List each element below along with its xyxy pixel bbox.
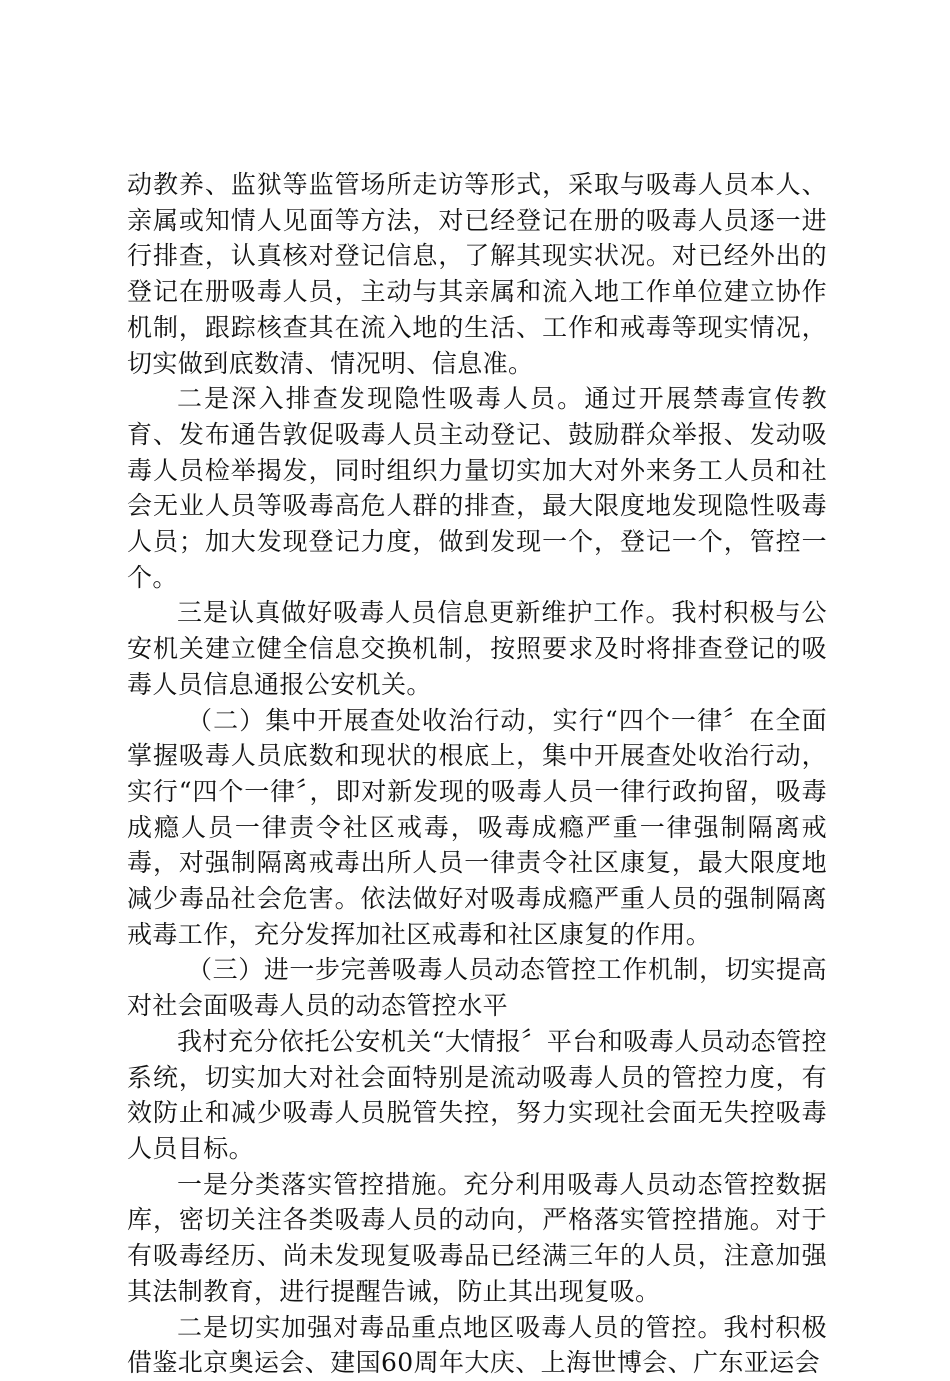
document-body [127,167,827,1381]
paragraph-intro: 我村充分依托公安机关“大情报〞平台和吸毒人员动态管控系统，切实加大对社会面特别是流动吸毒人员的管控力度，有效防止和减少吸毒人员脱管失控，努力实现社会面无失控吸毒人员目标。 [127,1026,827,1163]
paragraph-item-three: 三是认真做好吸毒人员信息更新维护工作。我村积极与公安机关建立健全信息交换机制，按照要求及时将排查登记的吸毒人员信息通报公安机关。 [127,598,827,699]
paragraph-item-one: 一是分类落实管控措施。充分利用吸毒人员动态管控数据库，密切关注各类吸毒人员的动向，严格落实管控措施。对于有吸毒经历、尚未发现复吸毒品已经满三年的人员，注意加强其法制教育，进行提醒告诫，防止其出现复吸。 [127,1169,827,1306]
paragraph-item-two: 二是深入排查发现隐性吸毒人员。通过开展禁毒宣传教育、发布通告敦促吸毒人员主动登记、鼓励群众举报、发动吸毒人员检举揭发，同时组织力量切实加大对外来务工人员和社会无业人员等吸毒高危人群的排查，最大限度地发现隐性吸毒人员；加大发现登记力度，做到发现一个，登记一个，管控一个。 [127,384,827,592]
paragraph-section-two: （二）集中开展查处收治行动，实行“四个一律〞在全面掌握吸毒人员底数和现状的根底上，集中开展查处收治行动，实行“四个一律〞，即对新发现的吸毒人员一律行政拘留，吸毒成瘾人员一律责令社区戒毒，吸毒成瘾严重一律强制隔离戒毒，对强制隔离戒毒出所人员一律责令社区康复，最大限度地减少毒品社会危害。依法做好对吸毒成瘾严重人员的强制隔离戒毒工作，充分发挥加社区戒毒和社区康复的作用。 [127,705,827,949]
section-heading-three: （三）进一步完善吸毒人员动态管控工作机制，切实提高对社会面吸毒人员的动态管控水平 [127,955,827,1021]
paragraph-item-two-b: 二是切实加强对毒品重点地区吸毒人员的管控。我村积极借鉴北京奥运会、建国60周年大庆、上海世博会、广东亚运会 [127,1312,827,1378]
paragraph-continuation: 动教养、监狱等监管场所走访等形式，采取与吸毒人员本人、亲属或知情人见面等方法，对已经登记在册的吸毒人员逐一进行排查，认真核对登记信息，了解其现实状况。对已经外出的登记在册吸毒人员，主动与其亲属和流入地工作单位建立协作机制，跟踪核查其在流入地的生活、工作和戒毒等现实情况，切实做到底数清、情况明、信息准。 [127,170,827,378]
